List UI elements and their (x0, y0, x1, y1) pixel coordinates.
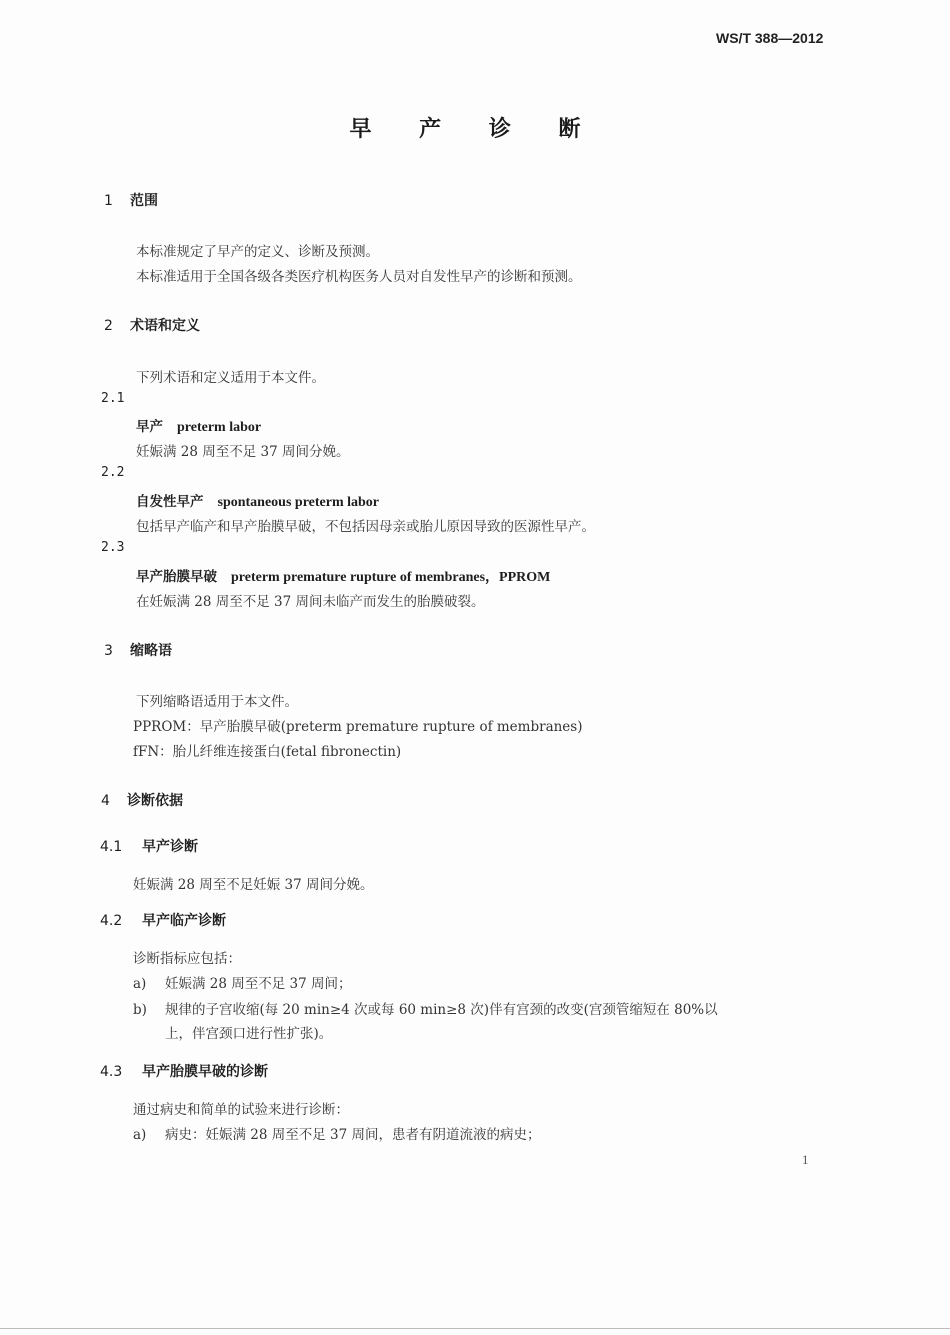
paragraph: 妊娠满 28 周至不足妊娠 37 周间分娩。 (133, 877, 374, 893)
term-definition: 在妊娠满 28 周至不足 37 周间未临产而发生的胎膜破裂。 (136, 594, 485, 610)
term-heading: 早产胎膜早破 preterm premature rupture of membranes，PPROM (136, 569, 551, 585)
section-title: 缩略语 (130, 643, 172, 659)
paragraph: 下列术语和定义适用于本文件。 (136, 370, 325, 386)
list-item: b) 规律的子宫收缩(每 20 min≥4 次或每 60 min≥8 次)伴有宫颈的改变(宫颈管缩短在 80%以 (133, 1002, 718, 1018)
term-number: 2.3 (101, 540, 125, 555)
term-definition: 包括早产临产和早产胎膜早破，不包括因母亲或胎儿原因导致的医源性早产。 (136, 519, 595, 535)
section-3-heading: 3 缩略语 (104, 643, 172, 659)
list-item: a) 病史：妊娠满 28 周至不足 37 周间，患者有阴道流液的病史； (133, 1127, 541, 1143)
list-item-continuation: 上，伴宫颈口进行性扩张)。 (165, 1026, 333, 1042)
paragraph: 下列缩略语适用于本文件。 (136, 694, 298, 710)
section-title: 早产临产诊断 (142, 913, 226, 929)
abbreviation-item: fFN：胎儿纤维连接蛋白(fetal fibronectin) (133, 744, 402, 760)
scan-edge-line (0, 1328, 950, 1329)
document-title: 早 产 诊 断 (349, 117, 601, 142)
paragraph: 本标准规定了早产的定义、诊断及预测。 (136, 244, 379, 260)
subsection-4-1-heading: 4.1 早产诊断 (100, 839, 198, 855)
subsection-4-3-heading: 4.3 早产胎膜早破的诊断 (100, 1064, 268, 1080)
page-number: 1 (802, 1152, 809, 1167)
term-definition: 妊娠满 28 周至不足 37 周间分娩。 (136, 444, 350, 460)
paragraph: 诊断指标应包括： (133, 951, 241, 967)
section-title: 早产胎膜早破的诊断 (142, 1064, 268, 1080)
abbreviation-item: PPROM：早产胎膜早破(preterm premature rupture of membranes) (133, 719, 583, 735)
section-2-heading: 2 术语和定义 (104, 318, 200, 334)
section-title: 早产诊断 (142, 839, 198, 855)
term-number: 2.1 (101, 391, 125, 406)
subsection-4-2-heading: 4.2 早产临产诊断 (100, 913, 226, 929)
list-item: a) 妊娠满 28 周至不足 37 周间； (133, 976, 352, 992)
section-title: 诊断依据 (127, 793, 183, 809)
term-number: 2.2 (101, 465, 125, 480)
term-heading: 早产 preterm labor (136, 419, 262, 435)
section-title: 术语和定义 (130, 318, 200, 334)
section-1-heading: 1 范围 (104, 193, 158, 209)
section-4-heading: 4 诊断依据 (101, 793, 183, 809)
paragraph: 通过病史和简单的试验来进行诊断： (133, 1102, 349, 1118)
term-heading: 自发性早产 spontaneous preterm labor (136, 494, 380, 510)
section-title: 范围 (130, 193, 158, 209)
paragraph: 本标准适用于全国各级各类医疗机构医务人员对自发性早产的诊断和预测。 (136, 269, 582, 285)
standard-code: WS/T 388—2012 (716, 30, 824, 46)
